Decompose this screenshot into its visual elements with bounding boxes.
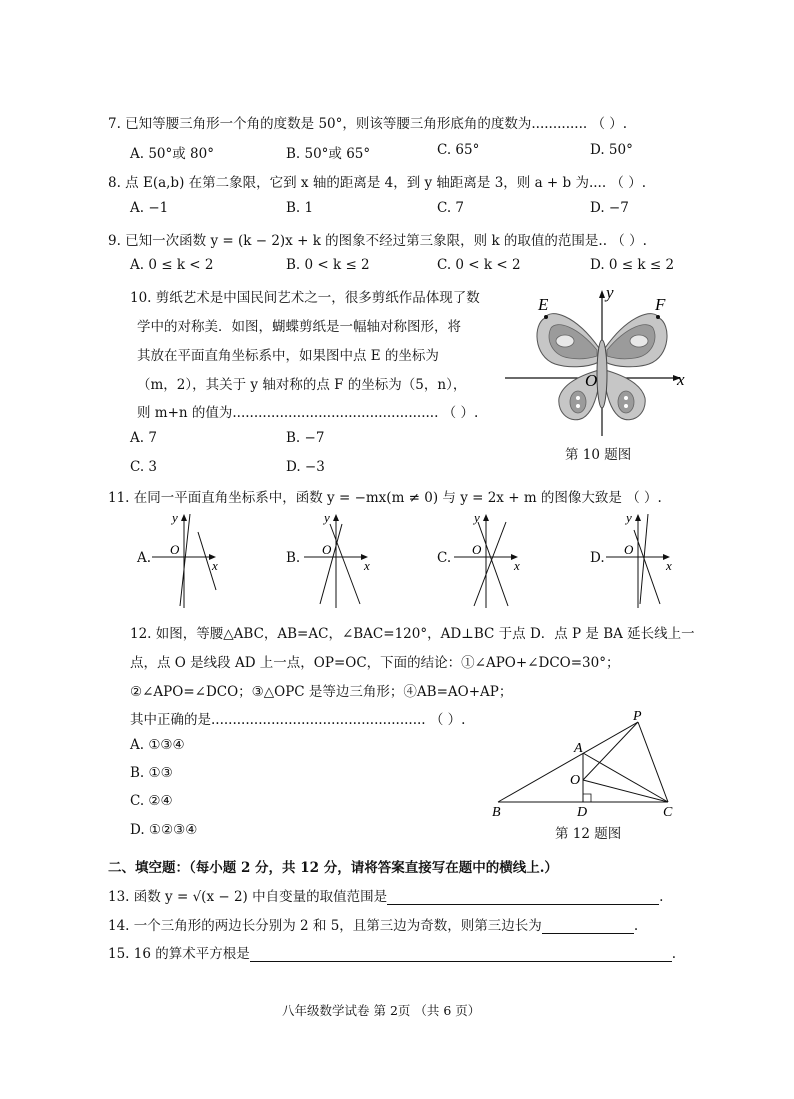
q11-d-label-o: O — [624, 542, 634, 557]
q11-c-label-x: x — [514, 558, 520, 573]
q8-option-c: C. 7 — [437, 200, 465, 216]
q10-figure-caption: 第 10 题图 — [565, 447, 632, 463]
q7-option-c: C. 65° — [437, 142, 480, 158]
q11-option-b: B. — [286, 550, 301, 566]
page-footer: 八年级数学试卷 第 2页 （共 6 页） — [282, 1003, 481, 1018]
q12-option-d: D. ①②③④ — [130, 822, 198, 838]
q10-option-c: C. 3 — [130, 459, 158, 475]
q11-graph-a — [150, 510, 230, 610]
butterfly-label-o: O — [585, 371, 598, 390]
q12-line-4: 其中正确的是.................................................. （ ）. — [130, 712, 466, 728]
q15-answer-blank[interactable] — [250, 947, 672, 962]
q12-line-1: 12. 如图，等腰△ABC，AB=AC，∠BAC=120°，AD⊥BC 于点 D．点 P 是 BA 延长线上一 — [130, 626, 695, 642]
q13-suffix: . — [659, 889, 664, 905]
butterfly-figure — [505, 286, 695, 441]
q11-d-label-y: y — [626, 510, 632, 525]
q12-option-a: A. ①③④ — [130, 737, 185, 753]
q11-c-label-o: O — [472, 542, 482, 557]
q10-option-b: B. −7 — [286, 430, 325, 446]
butterfly-label-x: x — [677, 370, 685, 389]
q11-stem: 11. 在同一平面直角坐标系中，函数 y = −mx(m ≠ 0) 与 y = 2x + m 的图像大致是 （ ）. — [108, 490, 662, 506]
triangle-label-a: A — [574, 741, 583, 756]
q11-a-label-o: O — [170, 542, 180, 557]
q11-graph-d — [604, 510, 684, 610]
q14-suffix: . — [633, 918, 639, 934]
q14 — [108, 914, 638, 934]
q12-line-2: 点，点 O 是线段 AD 上一点，OP=OC，下面的结论：①∠APO+∠DCO=30°； — [130, 655, 620, 671]
q10-line-3: 其放在平面直角坐标系中，如果图中点 E 的坐标为 — [137, 348, 439, 364]
q11-graph-b — [302, 510, 382, 610]
q11-b-label-y: y — [324, 510, 330, 525]
q15 — [108, 942, 676, 962]
q7-option-b: B. 50°或 65° — [286, 146, 371, 162]
q10-option-a: A. 7 — [130, 430, 157, 446]
q12-line-3: ②∠APO=∠DCO；③△OPC 是等边三角形；④AB=AO+AP； — [130, 684, 513, 700]
q15-suffix: . — [671, 946, 677, 962]
butterfly-label-y: y — [606, 286, 614, 302]
q10-line-1: 10. 剪纸艺术是中国民间艺术之一，很多剪纸作品体现了数 — [130, 290, 480, 306]
q11-b-label-o: O — [322, 542, 332, 557]
q11-c-label-y: y — [474, 510, 480, 525]
q10-line-5: 则 m+n 的值为................................................ （ ）. — [137, 405, 479, 421]
q8-option-a: A. −1 — [130, 200, 169, 216]
triangle-label-d: D — [577, 805, 588, 820]
q10-line-4: （m，2），其关于 y 轴对称的点 F 的坐标为（5，n）， — [137, 377, 467, 393]
q9-option-c: C. 0 < k < 2 — [437, 257, 521, 273]
q7-option-a: A. 50°或 80° — [130, 146, 214, 162]
triangle-label-o: O — [570, 773, 581, 788]
q7-option-d: D. 50° — [590, 142, 633, 158]
q11-option-d: D. — [590, 550, 605, 566]
q11-graph-c — [452, 510, 532, 610]
triangle-label-b: B — [492, 805, 501, 820]
q9-option-d: D. 0 ≤ k ≤ 2 — [590, 257, 675, 273]
q9-option-a: A. 0 ≤ k < 2 — [130, 257, 214, 273]
q9-stem: 9. 已知一次函数 y = (k − 2)x + k 的图象不经过第三象限，则 k 的取值的范围是.. （ ）. — [108, 233, 647, 249]
q12-figure-caption: 第 12 题图 — [555, 826, 622, 842]
q14-prefix: 14. 一个三角形的两边长分别为 2 和 5，且第三边为奇数，则第三边长为 — [108, 918, 542, 934]
q7-stem: 7. 已知等腰三角形一个角的度数是 50°，则该等腰三角形底角的度数为............. （ ）. — [108, 116, 628, 132]
q8-option-b: B. 1 — [286, 200, 314, 216]
q10-option-d: D. −3 — [286, 459, 325, 475]
q11-a-label-y: y — [172, 510, 178, 525]
q11-option-a: A. — [137, 550, 152, 566]
butterfly-label-f: F — [655, 295, 666, 314]
q12-option-c: C. ②④ — [130, 793, 173, 809]
q13-prefix: 13. 函数 y = √(x − 2) 中自变量的取值范围是 — [108, 889, 388, 905]
q9-option-b: B. 0 < k ≤ 2 — [286, 257, 370, 273]
section-2-heading: 二、填空题：（每小题 2 分，共 12 分，请将答案直接写在题中的横线上.） — [108, 860, 558, 876]
q11-a-label-x: x — [212, 558, 218, 573]
q8-stem: 8. 点 E(a,b) 在第二象限，它到 x 轴的距离是 4，到 y 轴距离是 3，则 a + b 为.... （ ）. — [108, 175, 646, 191]
q11-option-c: C. — [437, 550, 452, 566]
triangle-label-p: P — [633, 709, 642, 724]
butterfly-label-e: E — [538, 295, 549, 314]
q14-answer-blank[interactable] — [542, 919, 634, 934]
q13-answer-blank[interactable] — [387, 890, 659, 905]
q13 — [108, 885, 663, 905]
triangle-figure — [488, 708, 688, 823]
triangle-label-c: C — [663, 805, 673, 820]
q8-option-d: D. −7 — [590, 200, 629, 216]
q15-prefix: 15. 16 的算术平方根是 — [108, 946, 250, 962]
q12-option-b: B. ①③ — [130, 765, 173, 781]
q11-d-label-x: x — [666, 558, 672, 573]
q11-b-label-x: x — [364, 558, 370, 573]
q10-line-2: 学中的对称美．如图，蝴蝶剪纸是一幅轴对称图形，将 — [137, 319, 461, 335]
